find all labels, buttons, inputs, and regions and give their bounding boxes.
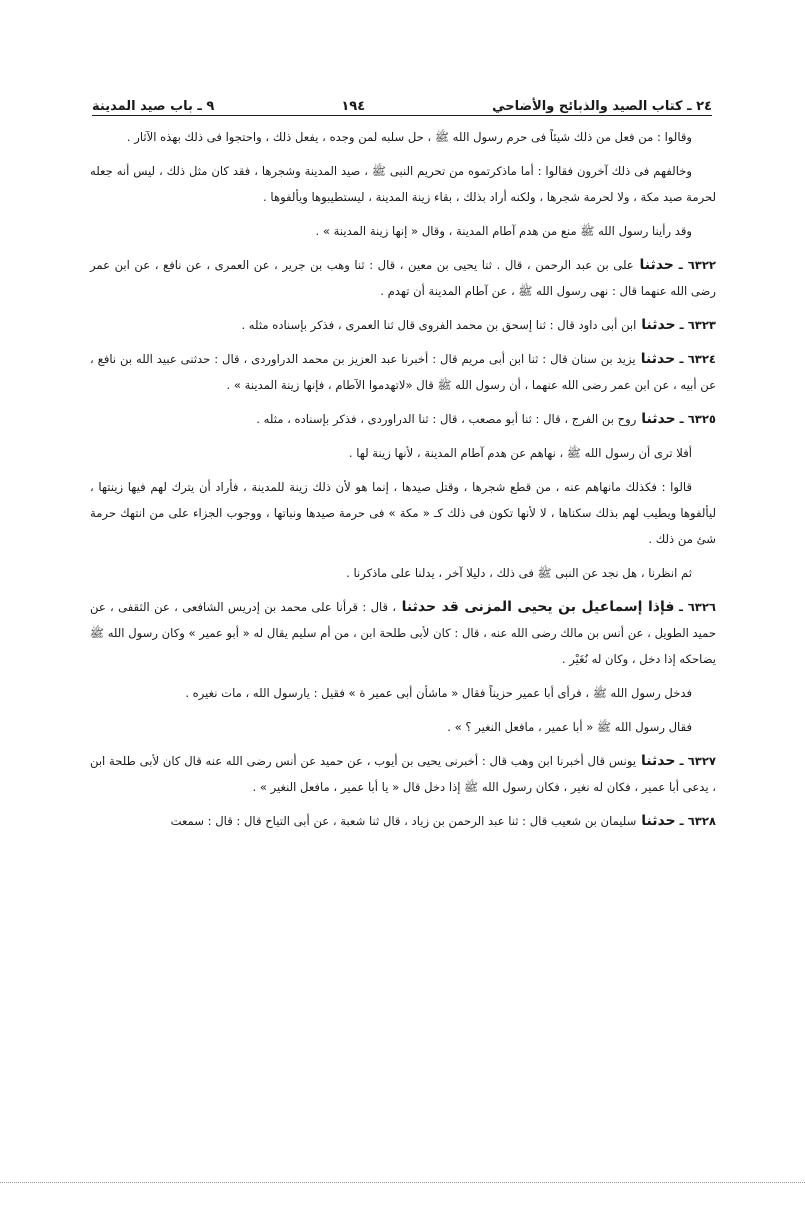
- paragraph-text: قالوا : فكذلك مانهاهم عنه ، من قطع شجرها ، وقتل صيدها ، إنما هو لأن ذلك زينة للمدينة ، فأراد أن يترك لهم فيها زينتها ، ليألفوها ويطيب لهم بذلك سكناها ، لا لأنها تكون فى ذلك كـ « مكة » فى حرمة صيدها ونباتها ، ووجوب الجزاء على من انتهك حرمة شئ من ذلك .: [90, 480, 716, 546]
- running-header: [92, 86, 712, 114]
- commentary-paragraph: [90, 124, 716, 150]
- hadith-paragraph: [90, 748, 716, 800]
- isnad-lead: حدثنا: [636, 813, 676, 829]
- paragraph-text: أفلا ترى أن رسول الله ﷺ ، نهاهم عن هدم آطام المدينة ، لأنها زينة لها .: [348, 446, 692, 460]
- chapter-title: ٩ ـ باب صيد المدينة: [92, 99, 215, 114]
- commentary-paragraph: [90, 714, 716, 740]
- commentary-paragraph: [90, 440, 716, 466]
- hadith-number: ٦٣٢٧ ـ: [675, 754, 716, 768]
- page-edge-rule: [0, 1182, 805, 1183]
- paragraph-text: على بن عبد الرحمن ، قال . ثنا يحيى بن معين ، قال : ثنا وهب بن جرير ، عن العمرى ، عن نافع ، عن ابن عمر رضى الله عنهما قال : نهى رسول الله ﷺ ، عن آطام المدينة أن تهدم .: [90, 258, 716, 298]
- isnad-lead: فإذا إسماعيل بن يحيى المزنى قد حدثنا: [396, 599, 675, 615]
- hadith-number: ٦٣٢٥ ـ: [675, 412, 716, 426]
- paragraph-text: ابن أبى داود قال : ثنا إسحق بن محمد الفروى قال ثنا العمرى ، فذكر بإسناده مثله .: [241, 318, 637, 332]
- hadith-paragraph: [90, 312, 716, 338]
- hadith-number: ٦٣٢٦ ـ: [674, 600, 716, 614]
- page-number: ١٩٤: [341, 99, 366, 114]
- paragraph-text: فدخل رسول الله ﷺ ، فرأى أبا عمير حزيناً فقال « ماشأن أبى عمير ة » فقيل : يارسول الله ، مات نغيره .: [185, 686, 692, 700]
- hadith-number: ٦٣٢٢ ـ: [673, 258, 716, 272]
- commentary-paragraph: [90, 474, 716, 552]
- isnad-lead: حدثنا: [635, 351, 676, 367]
- isnad-lead: حدثنا: [636, 411, 676, 427]
- paragraph-text: يزيد بن سنان قال : ثنا ابن أبى مريم قال : أخبرنا عبد العزيز بن محمد الدراوردى ، قال : حدثنى عبيد الله بن نافع ، عن أبيه ، عن ابن عمر رضى الله عنهما ، أن رسول الله ﷺ قال «لاتهدموا الآطام ، فإنها زينة المدينة » .: [90, 352, 716, 392]
- commentary-paragraph: [90, 158, 716, 210]
- commentary-paragraph: [90, 680, 716, 706]
- hadith-paragraph: [90, 808, 716, 834]
- commentary-paragraph: [90, 218, 716, 244]
- paragraph-text: وقالوا : من فعل من ذلك شيئاً فى حرم رسول الله ﷺ ، حل سلبه لمن وجده ، يفعل ذلك ، واحتجوا فى ذلك بهذه الآثار .: [126, 130, 692, 144]
- hadith-paragraph: [90, 346, 716, 398]
- paragraph-text: ثم انظرنا ، هل نجد عن النبى ﷺ فى ذلك ، دليلا آخر ، يدلنا على ماذكرنا .: [346, 566, 692, 580]
- commentary-paragraph: [90, 560, 716, 586]
- paragraph-text: فقال رسول الله ﷺ « أبا عمير ، مافعل النغير ؟ » .: [447, 720, 692, 734]
- body-text: [90, 124, 716, 842]
- book-title: ٢٤ ـ كتاب الصيد والذبائح والأضاحي: [492, 99, 712, 114]
- hadith-paragraph: [90, 594, 716, 672]
- paragraph-text: ، قال : قرأنا على محمد بن إدريس الشافعى ، عن الثقفى ، عن حميد الطويل ، عن أنس بن مالك رضى الله عنه ، قال : كان لأبى طلحة ابن ، من أم سليم يقال له « أبو عمير » وكان رسول الله ﷺ يضاحكه إذا دخل ، وكان له نُغَيْر .: [90, 600, 716, 666]
- paragraph-text: وخالفهم فى ذلك آخرون فقالوا : أما ماذكرتموه من تحريم النبى ﷺ ، صيد المدينة وشجرها ، فقد كان مثل ذلك ، ليس أنه جعله لحرمة صيد مكة ، ولا لحرمة شجرها ، ولكنه أراد بذلك ، بقاء زينة المدينة ، ليستطيبوها ويألفوها .: [90, 164, 716, 204]
- paragraph-text: وقد رأينا رسول الله ﷺ منع من هدم آطام المدينة ، وقال « إنها زينة المدينة » .: [315, 224, 692, 238]
- header-rule: [92, 115, 712, 116]
- isnad-lead: حدثنا: [636, 753, 676, 769]
- isnad-lead: حدثنا: [633, 257, 674, 273]
- paragraph-text: يونس قال أخبرنا ابن وهب قال : أخبرنى يحيى بن أيوب ، عن حميد عن أنس رضى الله عنه قال كان لأبى طلحة ابن ، يدعى أبا عمير ، فكان له نغير ، فكان رسول الله ﷺ إذا دخل قال « يا أبا عمير ، مافعل النغير » .: [90, 754, 716, 794]
- hadith-number: ٦٣٢٣ ـ: [675, 318, 716, 332]
- paragraph-text: روح بن الفرج ، قال : ثنا أبو مصعب ، قال : ثنا الدراوردى ، فذكر بإسناده ، مثله .: [256, 412, 637, 426]
- hadith-number: ٦٣٢٤ ـ: [675, 352, 716, 366]
- hadith-paragraph: [90, 406, 716, 432]
- isnad-lead: حدثنا: [636, 317, 676, 333]
- paragraph-text: سليمان بن شعيب قال : ثنا عبد الرحمن بن زياد ، قال ثنا شعبة ، عن أبى التياح قال : قال : سمعت: [170, 814, 637, 828]
- hadith-paragraph: [90, 252, 716, 304]
- hadith-number: ٦٣٢٨ ـ: [675, 814, 716, 828]
